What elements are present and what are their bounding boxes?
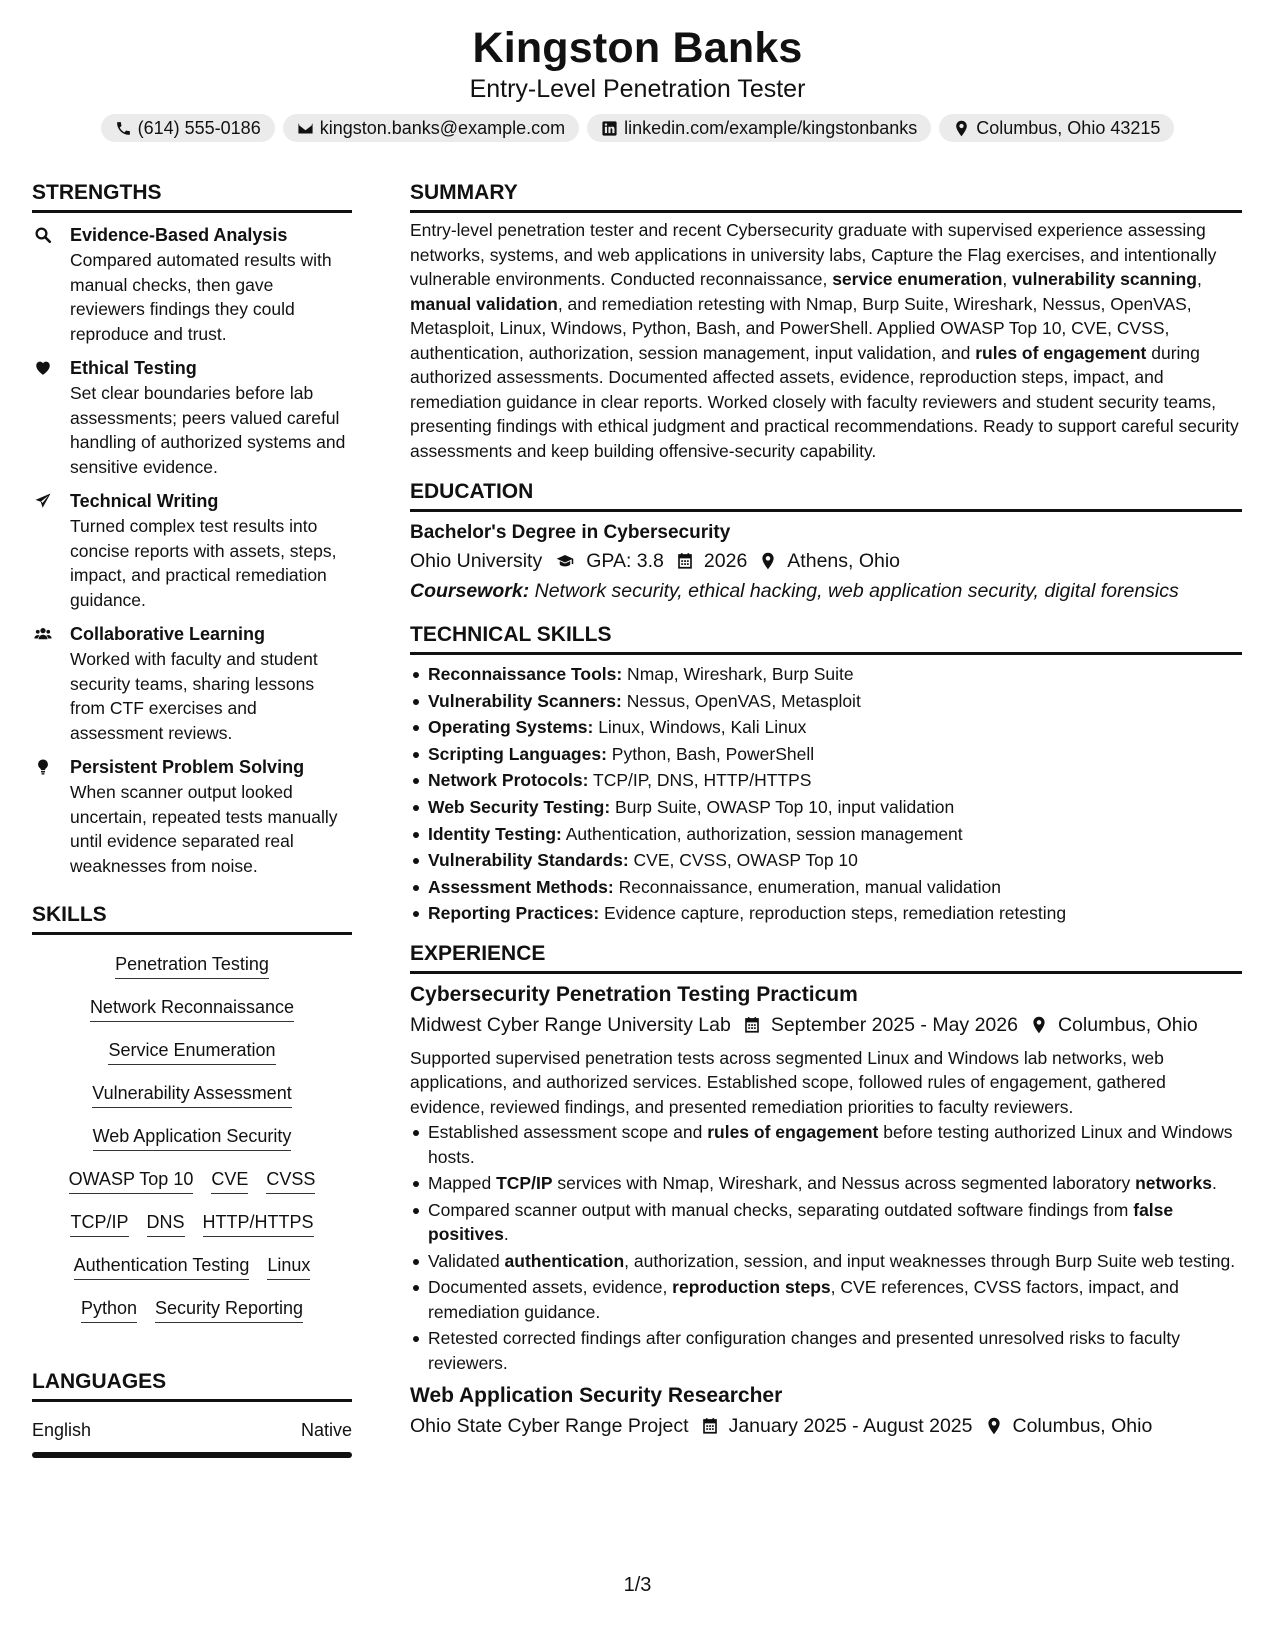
- job-bullets: [410, 1120, 1242, 1375]
- job-title: Web Application Security Researcher: [410, 1384, 783, 1408]
- skill-tag: CVE: [211, 1167, 248, 1194]
- language-level: Native: [300, 1420, 352, 1440]
- skill-tag: OWASP Top 10: [69, 1167, 194, 1194]
- skill-tag: Vulnerability Assessment: [92, 1081, 291, 1108]
- graduation-cap-icon: [554, 552, 576, 570]
- strength-title: Collaborative Learning: [70, 624, 266, 644]
- envelope-icon: [297, 120, 314, 137]
- job-dates: January 2025 - August 2025: [728, 1415, 973, 1438]
- list-item: Established assessment scope and rules of engagement before testing authorized Linux and Windows hosts.: [410, 1120, 1242, 1169]
- education-meta: [410, 546, 1242, 576]
- skills-tag-cloud: [32, 952, 352, 1323]
- list-item: Identity Testing: Authentication, authorization, session management: [410, 821, 1242, 848]
- job-org: Midwest Cyber Range University Lab: [410, 1013, 731, 1036]
- school-location: Athens, Ohio: [787, 550, 901, 572]
- strength-item: [32, 356, 352, 479]
- skill-tag: Linux: [267, 1253, 310, 1280]
- strength-title: Evidence-Based Analysis: [70, 225, 288, 245]
- skills-heading: SKILLS: [32, 900, 352, 935]
- list-item: Reporting Practices: Evidence capture, reproduction steps, remediation retesting: [410, 900, 1242, 927]
- list-item: Vulnerability Standards: CVE, CVSS, OWASP Top 10: [410, 847, 1242, 874]
- job-description: Supported supervised penetration tests across segmented Linux and Windows lab networks, web applications, and authorized services. Established scope, followed rules of engagement, gathered evidence, reviewed findings, and presented remediation priorities to faculty reviewers.: [410, 1047, 1166, 1117]
- list-item: Web Security Testing: Burp Suite, OWASP Top 10, input validation: [410, 794, 1242, 821]
- strength-title: Ethical Testing: [70, 358, 197, 378]
- candidate-title: Entry-Level Penetration Tester: [469, 75, 806, 103]
- strength-text: Compared automated results with manual checks, then gave reviewers findings they could reproduce and trust.: [70, 250, 332, 344]
- strength-text: Set clear boundaries before lab assessments; peers valued careful handling of authorized systems and sensitive evidence.: [70, 383, 346, 477]
- page-number: 1/3: [623, 1574, 652, 1596]
- summary-text: Entry-level penetration tester and recent Cybersecurity graduate with supervised experience assessing networks, systems, and web applications in university labs, Capture the Flag exercises, and intentionally vulnerable environments. Conducted reconnaissance, service enumeration, vulnerability scanning, manual validation, and remediation retesting with Nmap, Burp Suite, Wireshark, Nessus, OpenVAS, Metasploit, Linux, Windows, Python, Bash, and PowerShell. Applied OWASP Top 10, CVE, CVSS, authentication, authorization, session management, input validation, and rules of engagement during authorized assessments. Documented affected assets, evidence, reproduction steps, impact, and remediation guidance in clear reports. Worked closely with faculty reviewers and student security teams, presenting findings with ethical judgment and practical recommendations. Ready to support careful security assessments and keep building offensive-security capability.: [410, 220, 1239, 461]
- strength-item: [32, 622, 352, 745]
- contact-location: [939, 114, 1174, 142]
- contact-email-text: kingston.banks@example.com: [319, 117, 566, 138]
- skill-tag: DNS: [147, 1210, 185, 1237]
- technical-skills-list: [410, 661, 1242, 927]
- list-item: Network Protocols: TCP/IP, DNS, HTTP/HTTPS: [410, 767, 1242, 794]
- job-org: Ohio State Cyber Range Project: [410, 1415, 689, 1438]
- language-proficiency-bar: [32, 1452, 352, 1458]
- strength-item: [32, 489, 352, 612]
- strength-item: [32, 755, 352, 878]
- skill-tag: Security Reporting: [155, 1296, 303, 1323]
- list-item: Retested corrected findings after configuration changes and presented unresolved risks to faculty reviewers.: [410, 1326, 1242, 1375]
- list-item: Assessment Methods: Reconnaissance, enumeration, manual validation: [410, 874, 1242, 901]
- skill-tag: Penetration Testing: [115, 952, 269, 979]
- contact-email[interactable]: [283, 114, 579, 142]
- skill-tag: TCP/IP: [70, 1210, 128, 1237]
- job-meta: [410, 1411, 1242, 1441]
- strength-item: [32, 223, 352, 346]
- list-item: Mapped TCP/IP services with Nmap, Wireshark, and Nessus across segmented laboratory networks.: [410, 1171, 1242, 1196]
- skill-tag: Python: [81, 1296, 137, 1323]
- list-item: Documented assets, evidence, reproduction steps, CVE references, CVSS factors, impact, and remediation guidance.: [410, 1275, 1242, 1324]
- skill-tag: Service Enumeration: [108, 1038, 275, 1065]
- skill-tag: Authentication Testing: [74, 1253, 250, 1280]
- job-location: Columbus, Ohio: [1012, 1415, 1153, 1438]
- lightbulb-icon: [34, 758, 52, 776]
- job-location: Columbus, Ohio: [1057, 1013, 1198, 1036]
- list-item: Reconnaissance Tools: Nmap, Wireshark, Burp Suite: [410, 661, 1242, 688]
- school-name: Ohio University: [410, 550, 543, 572]
- linkedin-icon: [601, 120, 618, 137]
- job-title: Cybersecurity Penetration Testing Practicum: [410, 982, 858, 1006]
- list-item: Scripting Languages: Python, Bash, PowerShell: [410, 741, 1242, 768]
- strength-title: Technical Writing: [70, 491, 219, 511]
- users-icon: [34, 625, 52, 643]
- skill-tag: Network Reconnaissance: [90, 995, 294, 1022]
- map-pin-icon: [759, 552, 777, 570]
- map-pin-icon: [985, 1417, 1003, 1435]
- language-row: [32, 1418, 352, 1442]
- strength-text: Worked with faculty and student security teams, sharing lessons from CTF exercises and assessment reviews.: [70, 649, 318, 743]
- calendar-icon: [743, 1016, 761, 1034]
- strength-text: When scanner output looked uncertain, repeated tests manually until evidence separated real weaknesses from noise.: [70, 782, 338, 876]
- list-item: Operating Systems: Linux, Windows, Kali Linux: [410, 714, 1242, 741]
- right-column: [410, 178, 1242, 1441]
- graduation-year: 2026: [703, 550, 748, 572]
- calendar-icon: [676, 552, 694, 570]
- contact-phone[interactable]: [101, 114, 275, 142]
- map-pin-icon: [1030, 1016, 1048, 1034]
- candidate-name: Kingston Banks: [472, 24, 803, 72]
- strengths-heading: STRENGTHS: [32, 178, 352, 213]
- phone-icon: [115, 120, 132, 137]
- list-item: Vulnerability Scanners: Nessus, OpenVAS, Metasploit: [410, 688, 1242, 715]
- strength-text: Turned complex test results into concise reports with assets, steps, impact, and practical remediation guidance.: [70, 516, 337, 610]
- paper-plane-icon: [34, 492, 52, 510]
- degree-title: Bachelor's Degree in Cybersecurity: [410, 522, 731, 543]
- experience-heading: EXPERIENCE: [410, 939, 1242, 974]
- language-name: English: [32, 1420, 92, 1440]
- map-pin-icon: [953, 120, 970, 137]
- contact-bar: [0, 114, 1275, 142]
- left-column: [32, 178, 352, 1458]
- coursework: Coursework: Network security, ethical hacking, web application security, digital forensics: [410, 580, 1179, 602]
- contact-linkedin[interactable]: [587, 114, 931, 142]
- contact-location-text: Columbus, Ohio 43215: [976, 117, 1161, 138]
- skill-tag: CVSS: [266, 1167, 315, 1194]
- gpa: GPA: 3.8: [586, 550, 664, 572]
- list-item: Validated authentication, authorization, session, and input weaknesses through Burp Suite web testing.: [410, 1249, 1242, 1274]
- summary-heading: SUMMARY: [410, 178, 1242, 213]
- contact-phone-text: (614) 555-0186: [137, 117, 261, 138]
- heart-icon: [34, 359, 52, 377]
- skill-tag: HTTP/HTTPS: [203, 1210, 314, 1237]
- list-item: Compared scanner output with manual checks, separating outdated software findings from false positives.: [410, 1198, 1242, 1247]
- calendar-icon: [701, 1417, 719, 1435]
- skill-tag: Web Application Security: [93, 1124, 292, 1151]
- resume-header: [0, 0, 1275, 142]
- job-meta: [410, 1010, 1242, 1040]
- languages-heading: LANGUAGES: [32, 1367, 352, 1402]
- job-dates: September 2025 - May 2026: [770, 1013, 1018, 1036]
- search-icon: [34, 226, 52, 244]
- contact-linkedin-text: linkedin.com/example/kingstonbanks: [624, 117, 918, 138]
- technical-skills-heading: TECHNICAL SKILLS: [410, 620, 1242, 655]
- strength-title: Persistent Problem Solving: [70, 757, 305, 777]
- education-heading: EDUCATION: [410, 477, 1242, 512]
